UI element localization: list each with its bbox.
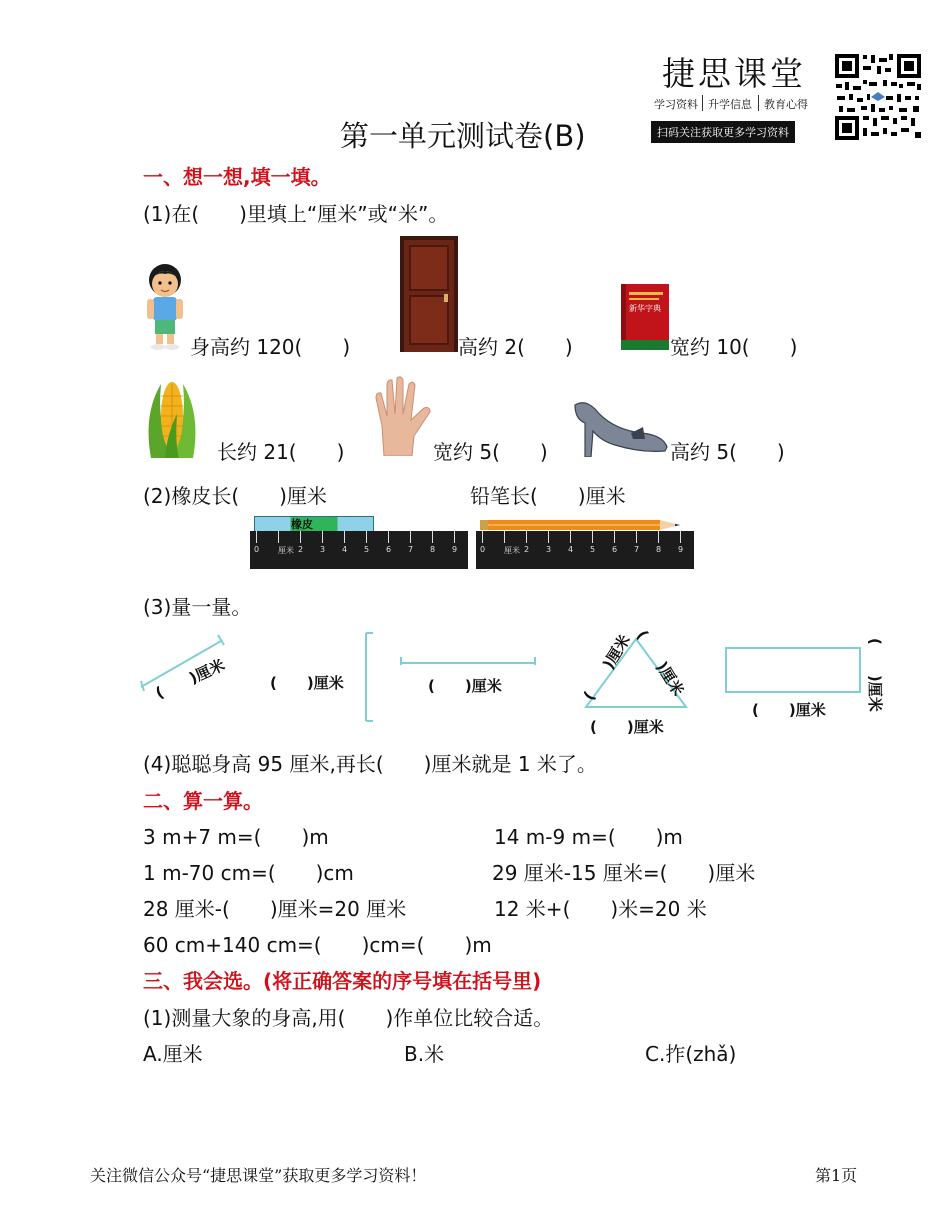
- ruler-number: 6: [612, 545, 618, 554]
- boy-image: [143, 262, 187, 352]
- ruler-number: 0: [480, 545, 486, 554]
- ruler-number: 2: [298, 545, 304, 554]
- calc-item: 60 cm+140 cm=( )cm=( )m: [143, 933, 492, 957]
- ruler-number: 9: [452, 545, 458, 554]
- brand-logo: 捷思课堂: [662, 54, 806, 93]
- calc-item: 29 厘米-15 厘米=( )厘米: [492, 861, 756, 885]
- calc-item: 12 米+( )米=20 米: [494, 897, 707, 921]
- ruler-number: 9: [678, 545, 684, 554]
- question-text: (1)在( )里填上“厘米”或“米”。: [143, 202, 449, 226]
- triangle-bottom-label: ( )厘米: [590, 718, 664, 736]
- pencil-question: 铅笔长( )厘米: [470, 484, 626, 508]
- ruler-number: 5: [364, 545, 370, 554]
- ruler-number: 7: [408, 545, 414, 554]
- hand-width-label: 宽约 5( ): [433, 440, 548, 464]
- slant-line-label: ( )厘米: [152, 655, 228, 703]
- vertical-line-label: ( )厘米: [270, 674, 344, 692]
- ruler-number: 8: [656, 545, 662, 554]
- dictionary-width-label: 宽约 10( ): [670, 335, 798, 359]
- section-heading-3: 三、我会选。(将正确答案的序号填在括号里): [143, 969, 542, 993]
- shoe-image: [571, 399, 669, 457]
- shoe-height-label: 高约 5( ): [670, 440, 785, 464]
- footer-text: 关注微信公众号“捷思课堂”获取更多学习资料！: [90, 1166, 427, 1185]
- calc-item: 28 厘米-( )厘米=20 厘米: [143, 897, 407, 921]
- eraser-question: (2)橡皮长( )厘米: [143, 484, 327, 508]
- section-heading-2: 二、算一算。: [143, 789, 263, 813]
- header-link-education[interactable]: 教育心得: [764, 98, 808, 111]
- qr-code[interactable]: [833, 52, 923, 142]
- rectangle-right-label: ( )厘米: [866, 638, 884, 712]
- ruler-right: [476, 531, 694, 569]
- rectangle-bottom-label: ( )厘米: [752, 701, 826, 719]
- ruler-unit: 厘米: [278, 546, 294, 555]
- ruler-left: [250, 531, 468, 569]
- dictionary-image: [621, 284, 669, 350]
- calc-item: 3 m+7 m=( )m: [143, 825, 329, 849]
- hand-image: [370, 376, 434, 456]
- measure-question: (3)量一量。: [143, 595, 252, 619]
- triangle-left-label: ( )厘米: [579, 631, 635, 704]
- ruler-number: 4: [568, 545, 574, 554]
- scan-banner: 扫码关注获取更多学习资料: [651, 121, 795, 143]
- ruler-number: 7: [634, 545, 640, 554]
- choice-question: (1)测量大象的身高,用( )作单位比较合适。: [143, 1006, 554, 1030]
- dictionary-title: 新华字典: [629, 304, 661, 313]
- door-image: [400, 236, 458, 352]
- ruler-number: 5: [590, 545, 596, 554]
- eraser: [254, 516, 374, 532]
- door-height-label: 高约 2( ): [458, 335, 573, 359]
- triangle-right-label: ( )厘米: [633, 627, 688, 700]
- page-number: 第1页: [815, 1166, 858, 1185]
- pencil: [480, 519, 684, 531]
- section-heading-1: 一、想一想,填一填。: [143, 165, 331, 189]
- calc-item: 1 m-70 cm=( )cm: [143, 861, 354, 885]
- corn-image: [143, 374, 201, 458]
- question-4: (4)聪聪身高 95 厘米,再长( )厘米就是 1 米了。: [143, 752, 597, 776]
- eraser-label: 橡皮: [291, 518, 313, 531]
- corn-length-label: 长约 21( ): [217, 440, 345, 464]
- boy-height-label: 身高约 120( ): [190, 335, 351, 359]
- header-link-admission[interactable]: 升学信息: [708, 98, 752, 111]
- option-b[interactable]: B.米: [404, 1042, 445, 1066]
- page-title: 第一单元测试卷(B): [340, 119, 586, 153]
- ruler-number: 6: [386, 545, 392, 554]
- ruler-number: 2: [524, 545, 530, 554]
- ruler-number: 0: [254, 545, 260, 554]
- header-link-study[interactable]: 学习资料: [654, 98, 698, 111]
- ruler-number: 3: [546, 545, 552, 554]
- horizontal-line-label: ( )厘米: [428, 677, 502, 695]
- ruler-unit: 厘米: [504, 546, 520, 555]
- option-c[interactable]: C.拃(zhǎ): [645, 1042, 737, 1066]
- option-a[interactable]: A.厘米: [143, 1042, 203, 1066]
- calc-item: 14 m-9 m=( )m: [494, 825, 683, 849]
- ruler-number: 8: [430, 545, 436, 554]
- divider: [702, 95, 703, 111]
- ruler-number: 3: [320, 545, 326, 554]
- ruler-number: 4: [342, 545, 348, 554]
- divider: [758, 95, 759, 111]
